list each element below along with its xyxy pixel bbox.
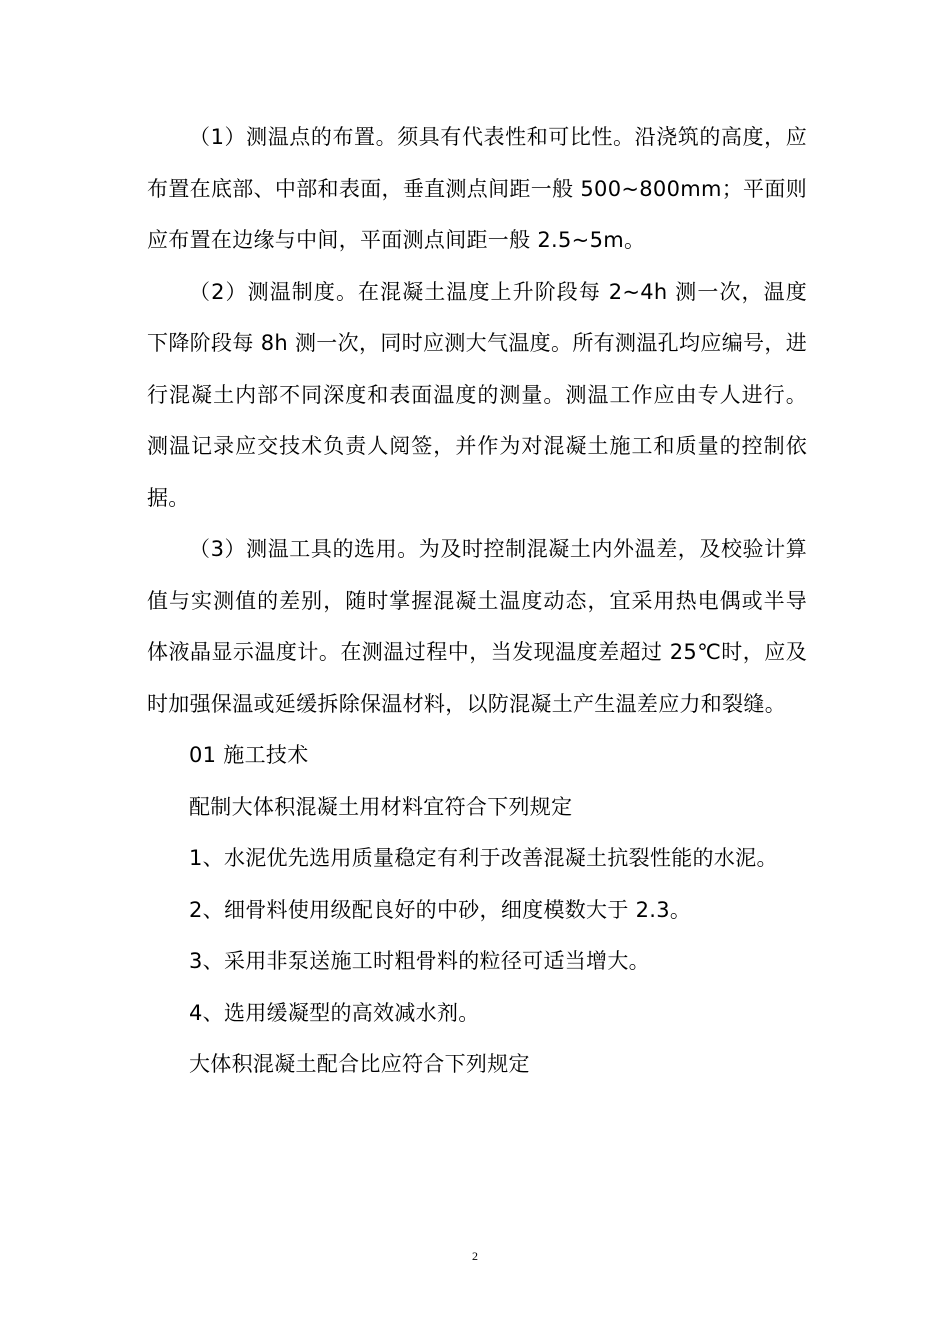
list-item-cement: 1、水泥优先选用质量稳定有利于改善混凝土抗裂性能的水泥。 [189,846,778,870]
body-text [147,112,807,1091]
paragraph-temperature-measurement-schedule: （2）测温制度。在混凝土温度上升阶段每 2~4h 测一次，温度下降阶段每 8h 测一次，同时应测大气温度。所有测温孔均应编号，进行混凝土内部不同深度和表面温度的测量。测温工作应由专人进行。测温记录应交技术负责人阅签，并作为对混凝土施工和质量的控制依据。 [147,279,807,510]
paragraph-temperature-point-layout: （1）测温点的布置。须具有代表性和可比性。沿浇筑的高度，应布置在底部、中部和表面，垂直测点间距一般 500~800mm；平面则应布置在边缘与中间，平面测点间距一般 2.5~5m。 [147,125,807,252]
page-number: 2 [472,1249,478,1263]
list-item-water-reducer: 4、选用缓凝型的高效减水剂。 [189,1000,480,1025]
section-heading-construction-technique: 01 施工技术 [189,743,309,767]
subheading-material-rules: 配制大体积混凝土用材料宜符合下列规定 [189,794,573,819]
list-item-coarse-aggregate: 3、采用非泵送施工时粗骨料的粒径可适当增大。 [189,949,650,973]
paragraph-temperature-tool-selection: （3）测温工具的选用。为及时控制混凝土内外温差，及校验计算值与实测值的差别，随时掌握混凝土温度动态，宜采用热电偶或半导体液晶显示温度计。在测温过程中，当发现温度差超过 25℃时，应及时加强保温或延缓拆除保温材料，以防混凝土产生温差应力和裂缝。 [147,537,807,716]
subheading-mix-proportion-rules: 大体积混凝土配合比应符合下列规定 [189,1052,530,1076]
list-item-fine-aggregate: 2、细骨料使用级配良好的中砂，细度模数大于 2.3。 [189,897,692,922]
